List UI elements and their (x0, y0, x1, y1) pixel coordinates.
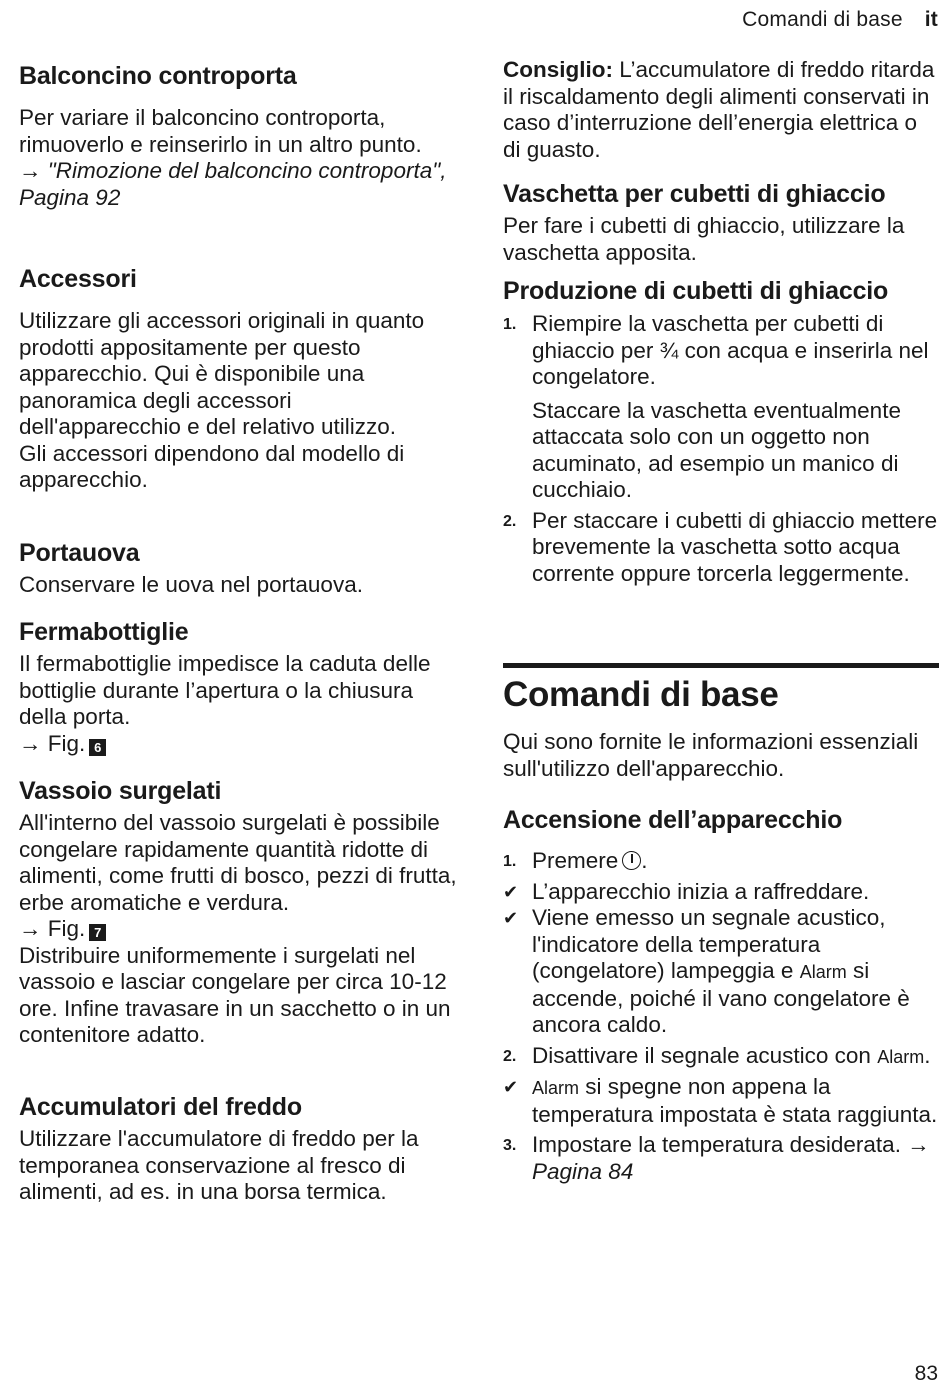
fermabottiglie-text: Il fermabottiglie impedisce la caduta delle bottiglie durante l’apertura o la chiusura della porta. (19, 651, 431, 729)
figure-number-box: 6 (89, 739, 106, 756)
heading-balconcino: Balconcino controporta (19, 62, 297, 90)
section-accessori (19, 263, 459, 494)
section-divider (503, 663, 939, 668)
list-item: 3. Impostare la temperatura desiderata. → Pagina 84 (503, 1132, 930, 1184)
accessori-text-1: Utilizzare gli accessori originali in quanto prodotti appositamente per questo apparecchio. Qui è disponibile una panoramica degli accessori dell'apparecchio e del relativo utilizzo. (19, 308, 425, 439)
check-icon: ✔ (503, 881, 519, 902)
accensione-steps (503, 848, 940, 1185)
comandi-text: Qui sono fornite le informazioni essenziali sull'utilizzo dell'apparecchio. (503, 729, 919, 781)
arrow-icon: → (19, 158, 42, 183)
alarm-label: Alarm (877, 1046, 925, 1067)
heading-accumulatori: Accumulatori del freddo (19, 1093, 302, 1121)
section-portauova (19, 537, 459, 599)
section-accumulatori (19, 1091, 459, 1206)
heading-vaschetta: Vaschetta per cubetti di ghiaccio (503, 180, 886, 208)
balconcino-ref-link[interactable]: "Rimozione del balconcino controporta", Pagina 92 (19, 158, 447, 210)
arrow-icon: → (907, 1132, 930, 1157)
check-icon: ✔ (503, 908, 519, 928)
list-item: 1. Premere . (503, 848, 648, 873)
tip-block (503, 57, 940, 163)
balconcino-ref[interactable] (19, 158, 459, 211)
list-item-result: ✔ Alarm si spegne non appena la temperatura impostata è stata raggiunta. (503, 1074, 938, 1127)
list-item-result: ✔ L’apparecchio inizia a raffreddare. (503, 878, 870, 904)
section-fermabottiglie (19, 616, 459, 757)
section-produzione (503, 275, 940, 587)
list-item-note: Staccare la vaschetta eventualmente attaccata solo con un oggetto non acuminato, ad esempio un manico di cucchiaio. (532, 397, 901, 502)
list-item-result: ✔ Viene emesso un segnale acustico, l'indicatore della temperatura (congelatore) lampeggia e Alarm si accende, poiché il vano congelatore è ancora caldo. (503, 905, 910, 1037)
heading-vassoio: Vassoio surgelati (19, 777, 222, 805)
accumulatori-text: Utilizzare l'accumulatore di freddo per la temporanea conservazione al fresco di alimenti, ad es. in una borsa termica. (19, 1126, 419, 1204)
section-balconcino (19, 60, 459, 211)
chapter-title: Comandi di base (503, 675, 779, 714)
list-item: 2. Per staccare i cubetti di ghiaccio mettere brevemente la vaschetta sotto acqua corrente oppure torcerla leggermente. (503, 507, 938, 586)
header-section: Comandi di base (742, 8, 903, 31)
figure-number-box: 7 (89, 924, 106, 941)
vassoio-text-2: Distribuire uniformemente i surgelati nel vassoio e lasciar congelare per circa 10-12 ore. Infine travasare in un sacchetto o in un contenitore adatto. (19, 942, 451, 1047)
list-item: 1. Riempire la vaschetta per cubetti di ghiaccio per ¾ con acqua e inserirla nel congelatore. (503, 311, 929, 389)
fermabottiglie-fig-ref[interactable]: → Fig. 6 (19, 731, 459, 758)
vassoio-fig-ref[interactable]: → Fig. 7 (19, 916, 459, 943)
heading-portauova: Portauova (19, 539, 140, 567)
alarm-label: Alarm (799, 962, 847, 982)
section-comandi (503, 663, 940, 782)
heading-accensione: Accensione dell’apparecchio (503, 806, 843, 834)
header-lang: it (924, 8, 938, 31)
page-header (742, 8, 938, 32)
produzione-steps (503, 311, 940, 587)
balconcino-text: Per variare il balconcino controporta, rimuoverlo e reinserirlo in un altro punto. (19, 105, 422, 157)
section-vassoio (19, 775, 459, 1049)
section-accensione (503, 804, 940, 1185)
alarm-label: Alarm (532, 1078, 580, 1098)
vassoio-text-1: All'interno del vassoio surgelati è possibile congelare rapidamente quantità ridotte di alimenti, come frutti di bosco, pezzi di frutta, erbe aromatiche e verdura. (19, 810, 457, 915)
page-number: 83 (914, 1362, 938, 1385)
heading-produzione: Produzione di cubetti di ghiaccio (503, 277, 889, 305)
tip-label: Consiglio: (503, 57, 613, 82)
accessori-text-2: Gli accessori dipendono dal modello di apparecchio. (19, 440, 405, 492)
power-icon (622, 851, 641, 870)
page-ref-link[interactable]: Pagina 84 (532, 1158, 634, 1184)
check-icon: ✔ (503, 1077, 519, 1097)
tip-text: Consiglio: L’accumulatore di freddo ritarda il riscaldamento degli alimenti conservati in caso d’interruzione dell’energia elettrica o di guasto. (503, 57, 935, 162)
section-vaschetta (503, 178, 940, 266)
list-item: 2. Disattivare il segnale acustico con Alarm. (503, 1042, 931, 1068)
portauova-text: Conservare le uova nel portauova. (19, 572, 363, 597)
heading-fermabottiglie: Fermabottiglie (19, 618, 189, 646)
heading-accessori: Accessori (19, 265, 137, 293)
vaschetta-text: Per fare i cubetti di ghiaccio, utilizzare la vaschetta apposita. (503, 213, 905, 265)
